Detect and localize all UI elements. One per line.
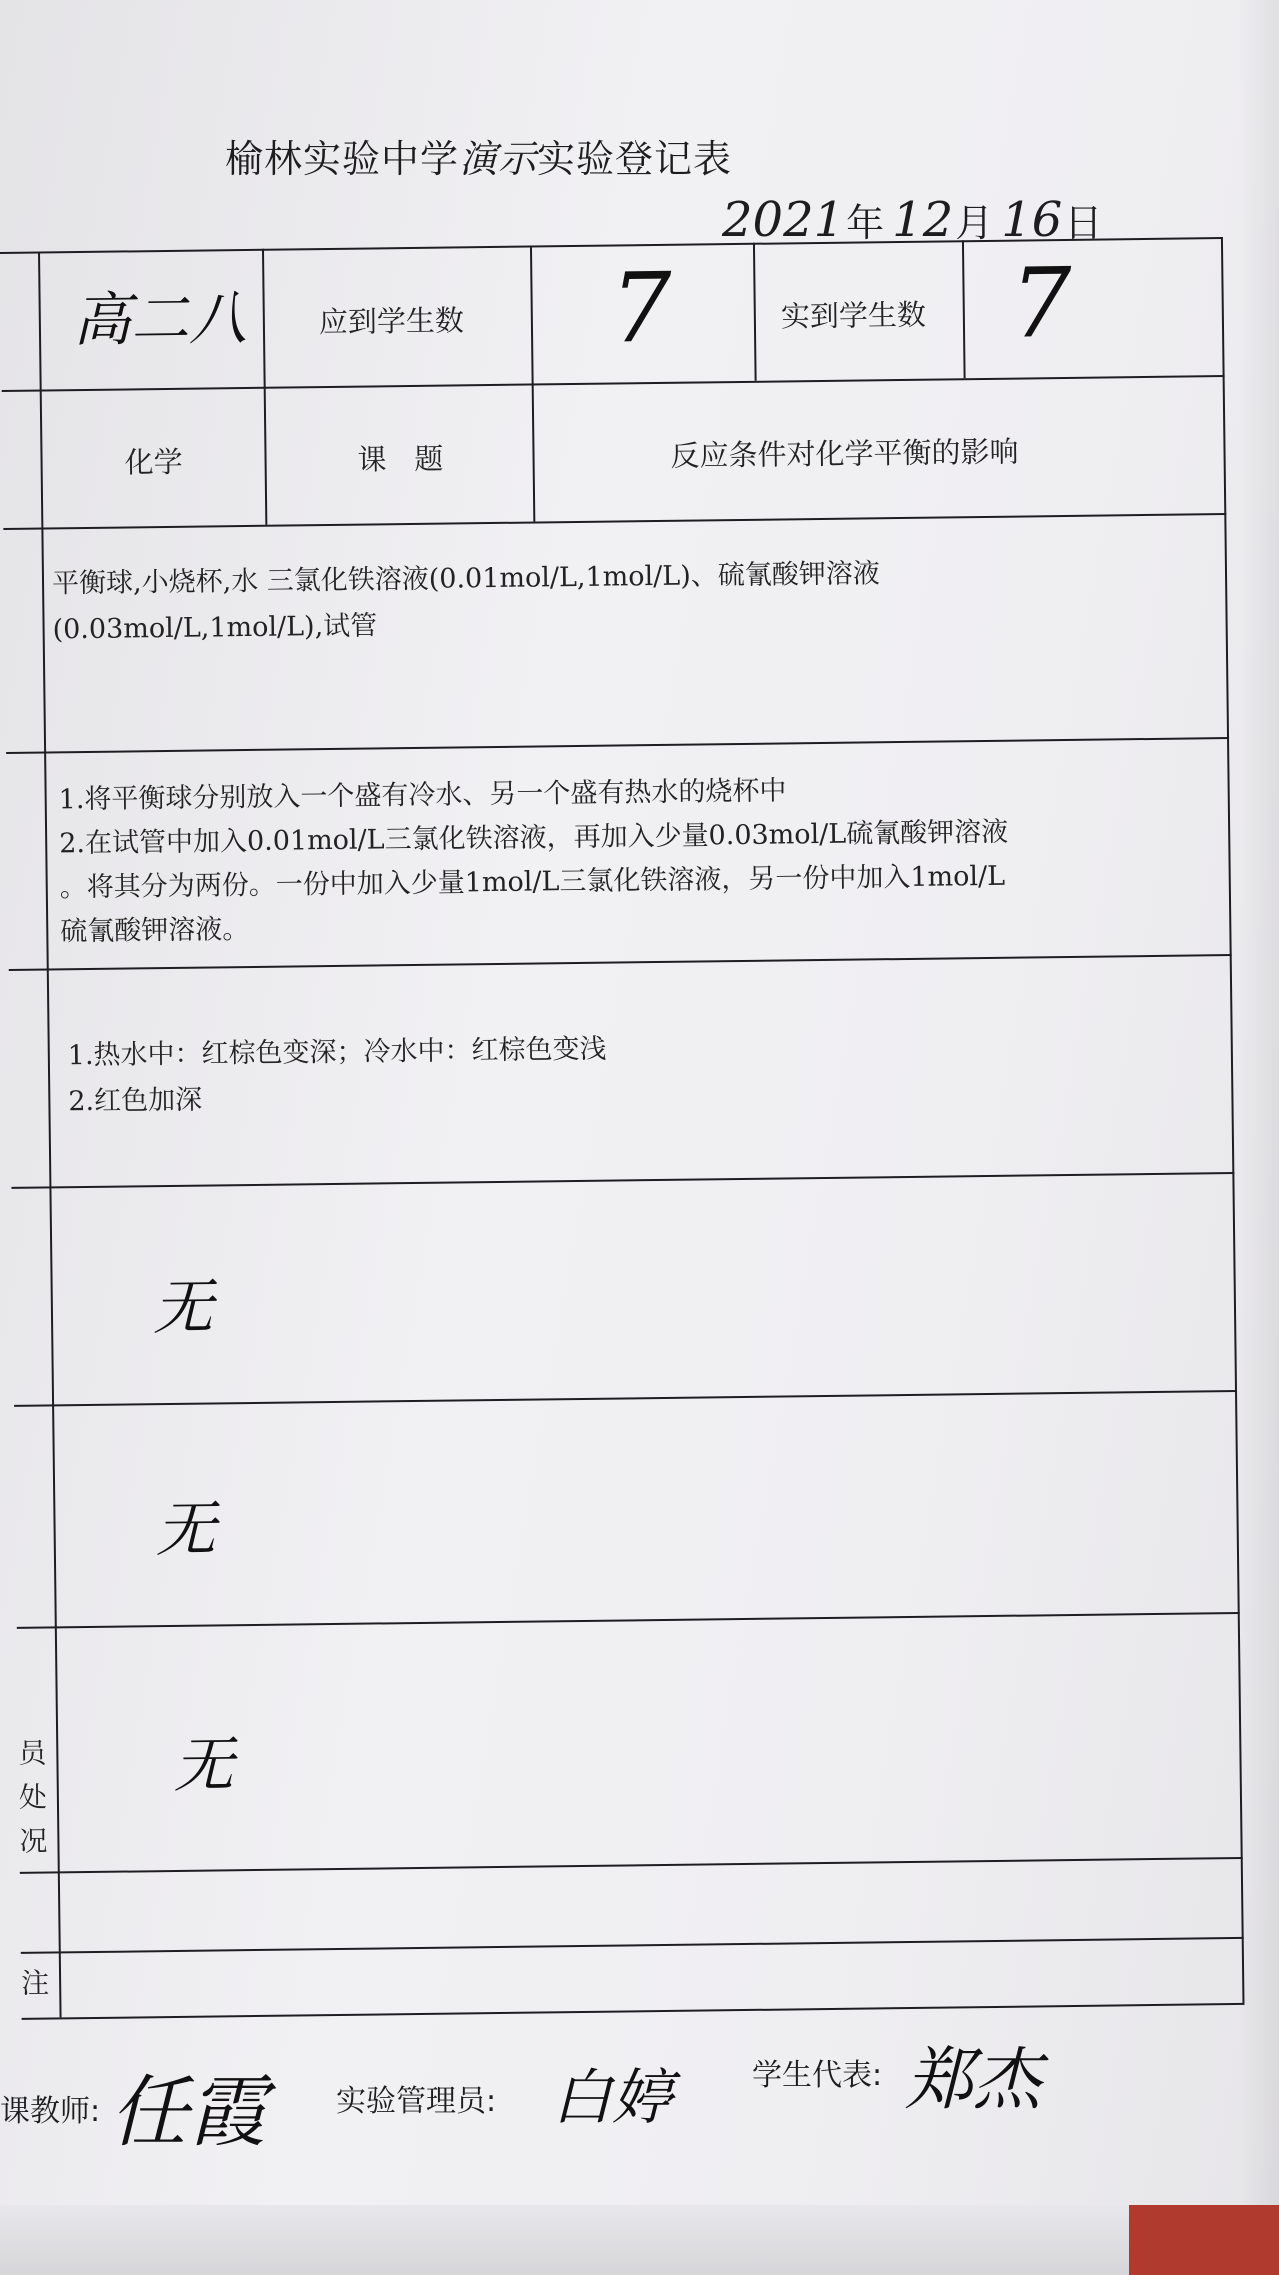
actual-students-value: 7	[1010, 246, 1073, 360]
step-line: 2.在试管中加入0.01mol/L三氯化铁溶液，再加入少量0.03mol/L硫氰酸钾溶液	[59, 816, 1009, 860]
row-label-fragment: 员 处 况	[18, 1736, 48, 1858]
registration-table	[0, 237, 1245, 2020]
admin-signature: 白婷	[552, 2063, 672, 2133]
student-label: 学生代表:	[752, 2058, 883, 2093]
class-value: 高二八	[72, 283, 248, 355]
table-rule	[21, 1937, 1244, 1954]
materials-line: (0.03mol/L,1mol/L),试管	[52, 610, 378, 646]
handwritten-entry: 无	[173, 1730, 234, 1801]
desk-surface	[0, 2205, 1279, 2275]
page-title	[225, 128, 732, 183]
admin-label: 实验管理员:	[336, 2084, 497, 2119]
handwritten-entry: 无	[155, 1494, 217, 1566]
results-text	[68, 1027, 608, 1126]
table-rule	[9, 954, 1232, 971]
teacher-label: 课教师:	[0, 2094, 101, 2129]
paper-shadow	[1239, 0, 1279, 2205]
date-day: 16	[1001, 192, 1063, 248]
title-prefix: 榆林实验中学	[225, 137, 460, 181]
topic-label: 课 题	[357, 441, 444, 477]
table-rule	[22, 2003, 1245, 2020]
result-line: 1.热水中：红棕色变深；冷水中：红棕色变浅	[67, 1033, 607, 1072]
date-day-unit: 日	[1064, 201, 1103, 245]
date-month-unit: 月	[955, 201, 994, 245]
table-rule	[11, 1172, 1234, 1189]
subject-value: 化学	[124, 444, 183, 480]
step-line: 1.将平衡球分别放入一个盛有冷水、另一个盛有热水的烧杯中	[58, 775, 787, 816]
handwritten-entry: 无	[152, 1272, 214, 1344]
table-rule	[20, 1857, 1243, 1874]
date-month: 12	[892, 192, 954, 248]
expected-students-value: 7	[610, 251, 673, 365]
materials-text	[52, 551, 881, 653]
student-signature: 郑杰	[905, 2041, 1042, 2120]
table-column-rule	[753, 243, 757, 381]
table-rule	[17, 1612, 1240, 1629]
table-rule	[6, 737, 1229, 754]
title-suffix: 实验登记表	[537, 137, 733, 181]
table-column-rule	[962, 240, 966, 378]
materials-line: 平衡球,小烧杯,水 三氯化铁溶液(0.01mol/L,1mol/L)、硫氰酸钾溶液	[51, 558, 880, 600]
actual-students-label: 实到学生数	[780, 297, 927, 334]
table-rule	[14, 1390, 1237, 1407]
expected-students-label: 应到学生数	[318, 303, 465, 340]
date-year: 2021	[722, 192, 845, 248]
result-line: 2.红色加深	[68, 1084, 203, 1118]
signature-row	[0, 2041, 1279, 2170]
steps-text	[58, 767, 1009, 955]
topic-value: 反应条件对化学平衡的影响	[670, 434, 1019, 473]
table-rule	[3, 513, 1226, 530]
remark-label-fragment: 注	[20, 1966, 50, 2000]
teacher-signature: 任霞	[110, 2068, 267, 2158]
date-year-unit: 年	[846, 201, 885, 245]
title-handwritten: 演示	[459, 137, 538, 181]
table-rule	[2, 375, 1225, 392]
step-line: 硫氰酸钾溶液。	[60, 914, 250, 948]
step-line: 。将其分为两份。一份中加入少量1mol/L三氯化铁溶液，另一份中加入1mol/L	[59, 860, 1006, 904]
desk-red-edge	[1129, 2205, 1279, 2275]
